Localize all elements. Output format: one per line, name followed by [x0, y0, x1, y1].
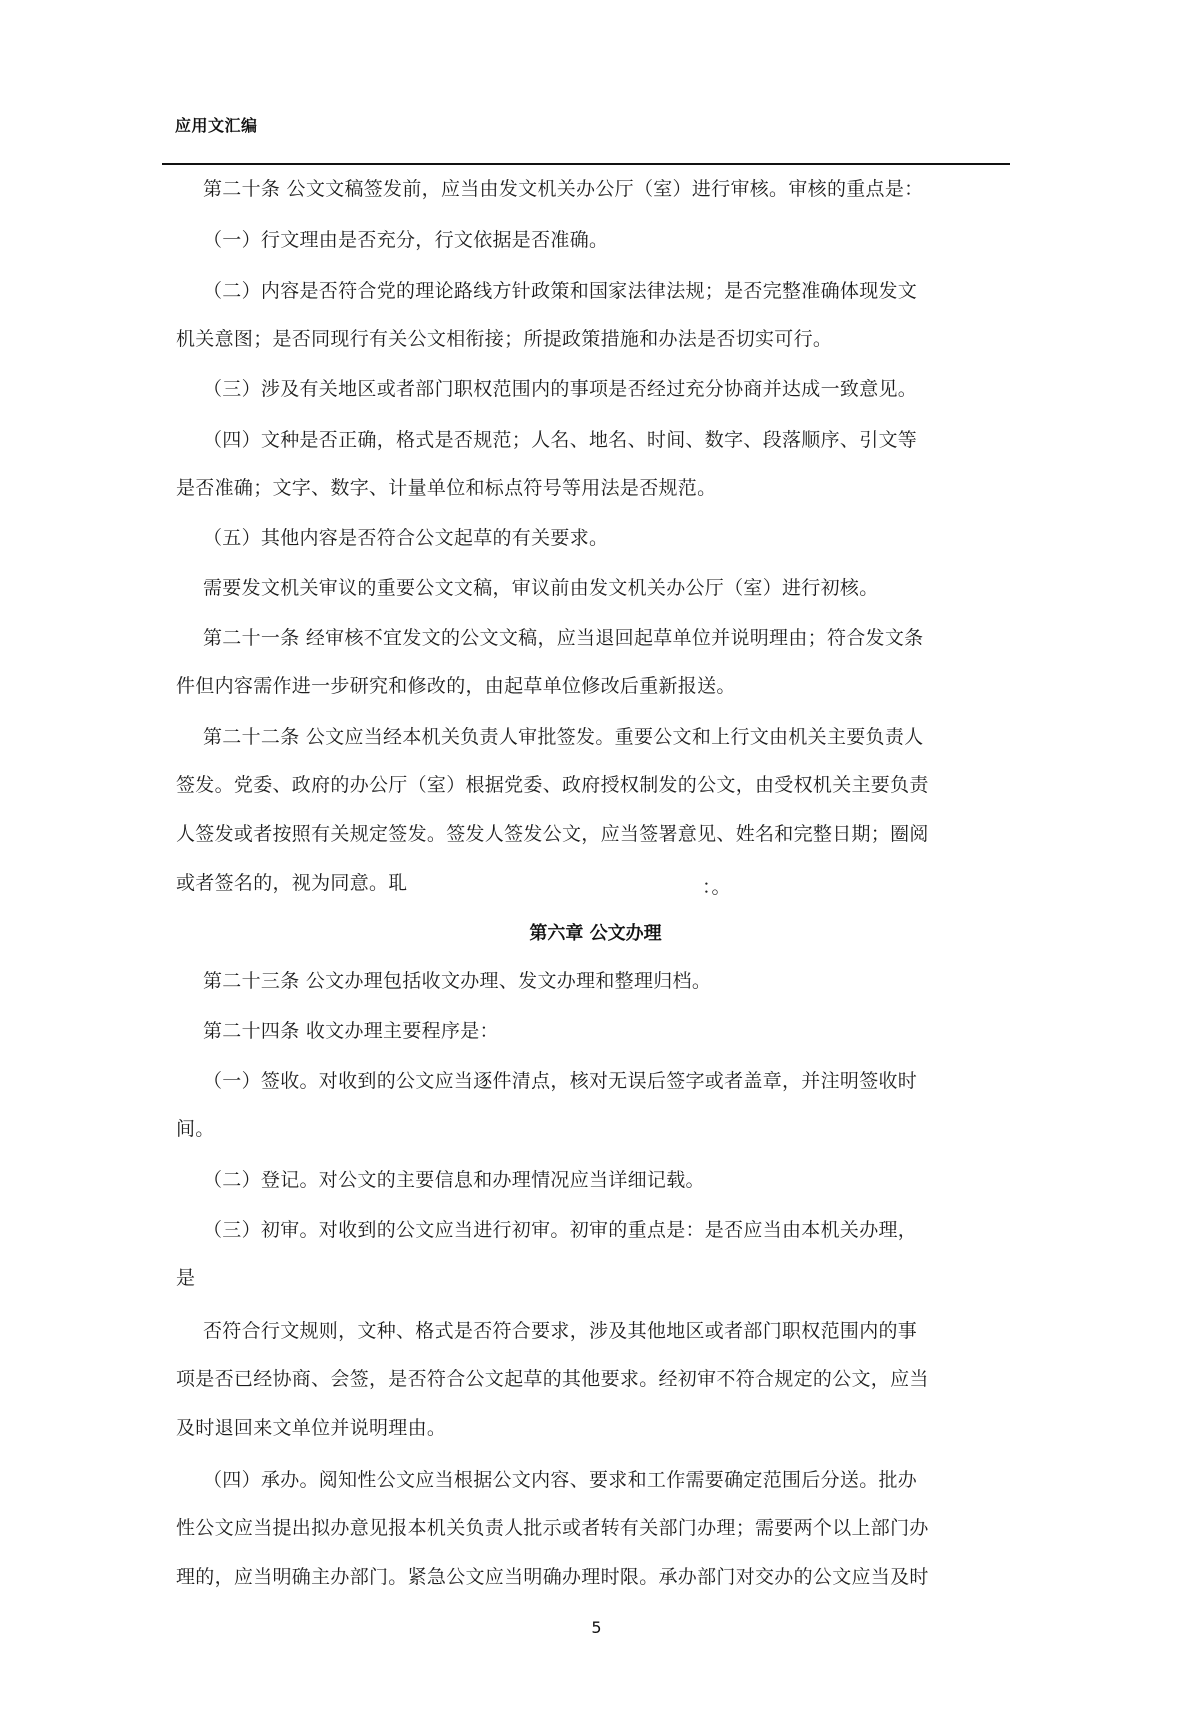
chapter-title: 第六章 公文办理: [529, 923, 662, 944]
paragraph-first-line: 第二十一条 经审核不宜发文的公文文稿，应当退回起草单位并说明理由；符合发文条: [203, 627, 924, 649]
paragraph-continuation-line: 间。: [176, 1118, 215, 1140]
paragraph-continuation-line: 理的，应当明确主办部门。紧急公文应当明确办理时限。承办部门对交办的公文应当及时: [176, 1566, 929, 1588]
paragraph-first-line: （四）文种是否正确，格式是否规范；人名、地名、时间、数字、段落顺序、引文等: [203, 429, 918, 451]
redacted-tail-fragment: ：。: [702, 876, 731, 898]
paragraph-first-line: 第二十条 公文文稿签发前，应当由发文机关办公厅（室）进行审核。审核的重点是：: [203, 178, 924, 200]
paragraph-first-line: 否符合行文规则，文种、格式是否符合要求，涉及其他地区或者部门职权范围内的事: [203, 1320, 918, 1342]
paragraph-first-line: （三）涉及有关地区或者部门职权范围内的事项是否经过充分协商并达成一致意见。: [203, 378, 918, 400]
paragraph-first-line: 第二十三条 公文办理包括收文办理、发文办理和整理归档。: [203, 970, 712, 992]
paragraph-continuation-line: 项是否已经协商、会签，是否符合公文起草的其他要求。经初审不符合规定的公文，应当: [176, 1368, 929, 1390]
paragraph-first-line: （二）登记。对公文的主要信息和办理情况应当详细记载。: [203, 1169, 705, 1191]
running-header-title: 应用文汇编: [175, 116, 258, 135]
paragraph-first-line: （五）其他内容是否符合公文起草的有关要求。: [203, 527, 609, 549]
paragraph-first-line: （三）初审。对收到的公文应当进行初审。初审的重点是：是否应当由本机关办理，: [203, 1219, 918, 1241]
paragraph-continuation-line: 及时退回来文单位并说明理由。: [176, 1417, 447, 1439]
paragraph-first-line: （四）承办。阅知性公文应当根据公文内容、要求和工作需要确定范围后分送。批办: [203, 1469, 918, 1491]
paragraph-first-line: （一）行文理由是否充分，行文依据是否准确。: [203, 229, 609, 251]
paragraph-first-line: （二）内容是否符合党的理论路线方针政策和国家法律法规；是否完整准确体现发文: [203, 280, 918, 302]
paragraph-continuation-line: 或者签名的，视为同意。耴: [176, 872, 408, 894]
paragraph-first-line: 第二十四条 收文办理主要程序是：: [203, 1020, 499, 1042]
paragraph-first-line: （一）签收。对收到的公文应当逐件清点，核对无误后签字或者盖章，并注明签收时: [203, 1070, 918, 1092]
paragraph-continuation-line: 人签发或者按照有关规定签发。签发人签发公文，应当签署意见、姓名和完整日期；圈阅: [176, 823, 929, 845]
paragraph-continuation-line: 性公文应当提出拟办意见报本机关负责人批示或者转有关部门办理；需要两个以上部门办: [176, 1517, 929, 1539]
paragraph-first-line: 第二十二条 公文应当经本机关负责人审批签发。重要公文和上行文由机关主要负责人: [203, 726, 924, 748]
paragraph-continuation-line: 是: [176, 1267, 196, 1289]
header-rule-divider: [162, 163, 1010, 165]
paragraph-continuation-line: 件但内容需作进一步研究和修改的，由起草单位修改后重新报送。: [176, 675, 736, 697]
paragraph-continuation-line: 签发。党委、政府的办公厅（室）根据党委、政府授权制发的公文，由受权机关主要负责: [176, 774, 929, 796]
paragraph-first-line: 需要发文机关审议的重要公文文稿，审议前由发文机关办公厅（室）进行初核。: [203, 577, 879, 599]
paragraph-continuation-line: 是否准确；文字、数字、计量单位和标点符号等用法是否规范。: [176, 477, 717, 499]
paragraph-continuation-line: 机关意图；是否同现行有关公文相衔接；所提政策措施和办法是否切实可行。: [176, 328, 833, 350]
page-number: 5: [591, 1618, 602, 1637]
